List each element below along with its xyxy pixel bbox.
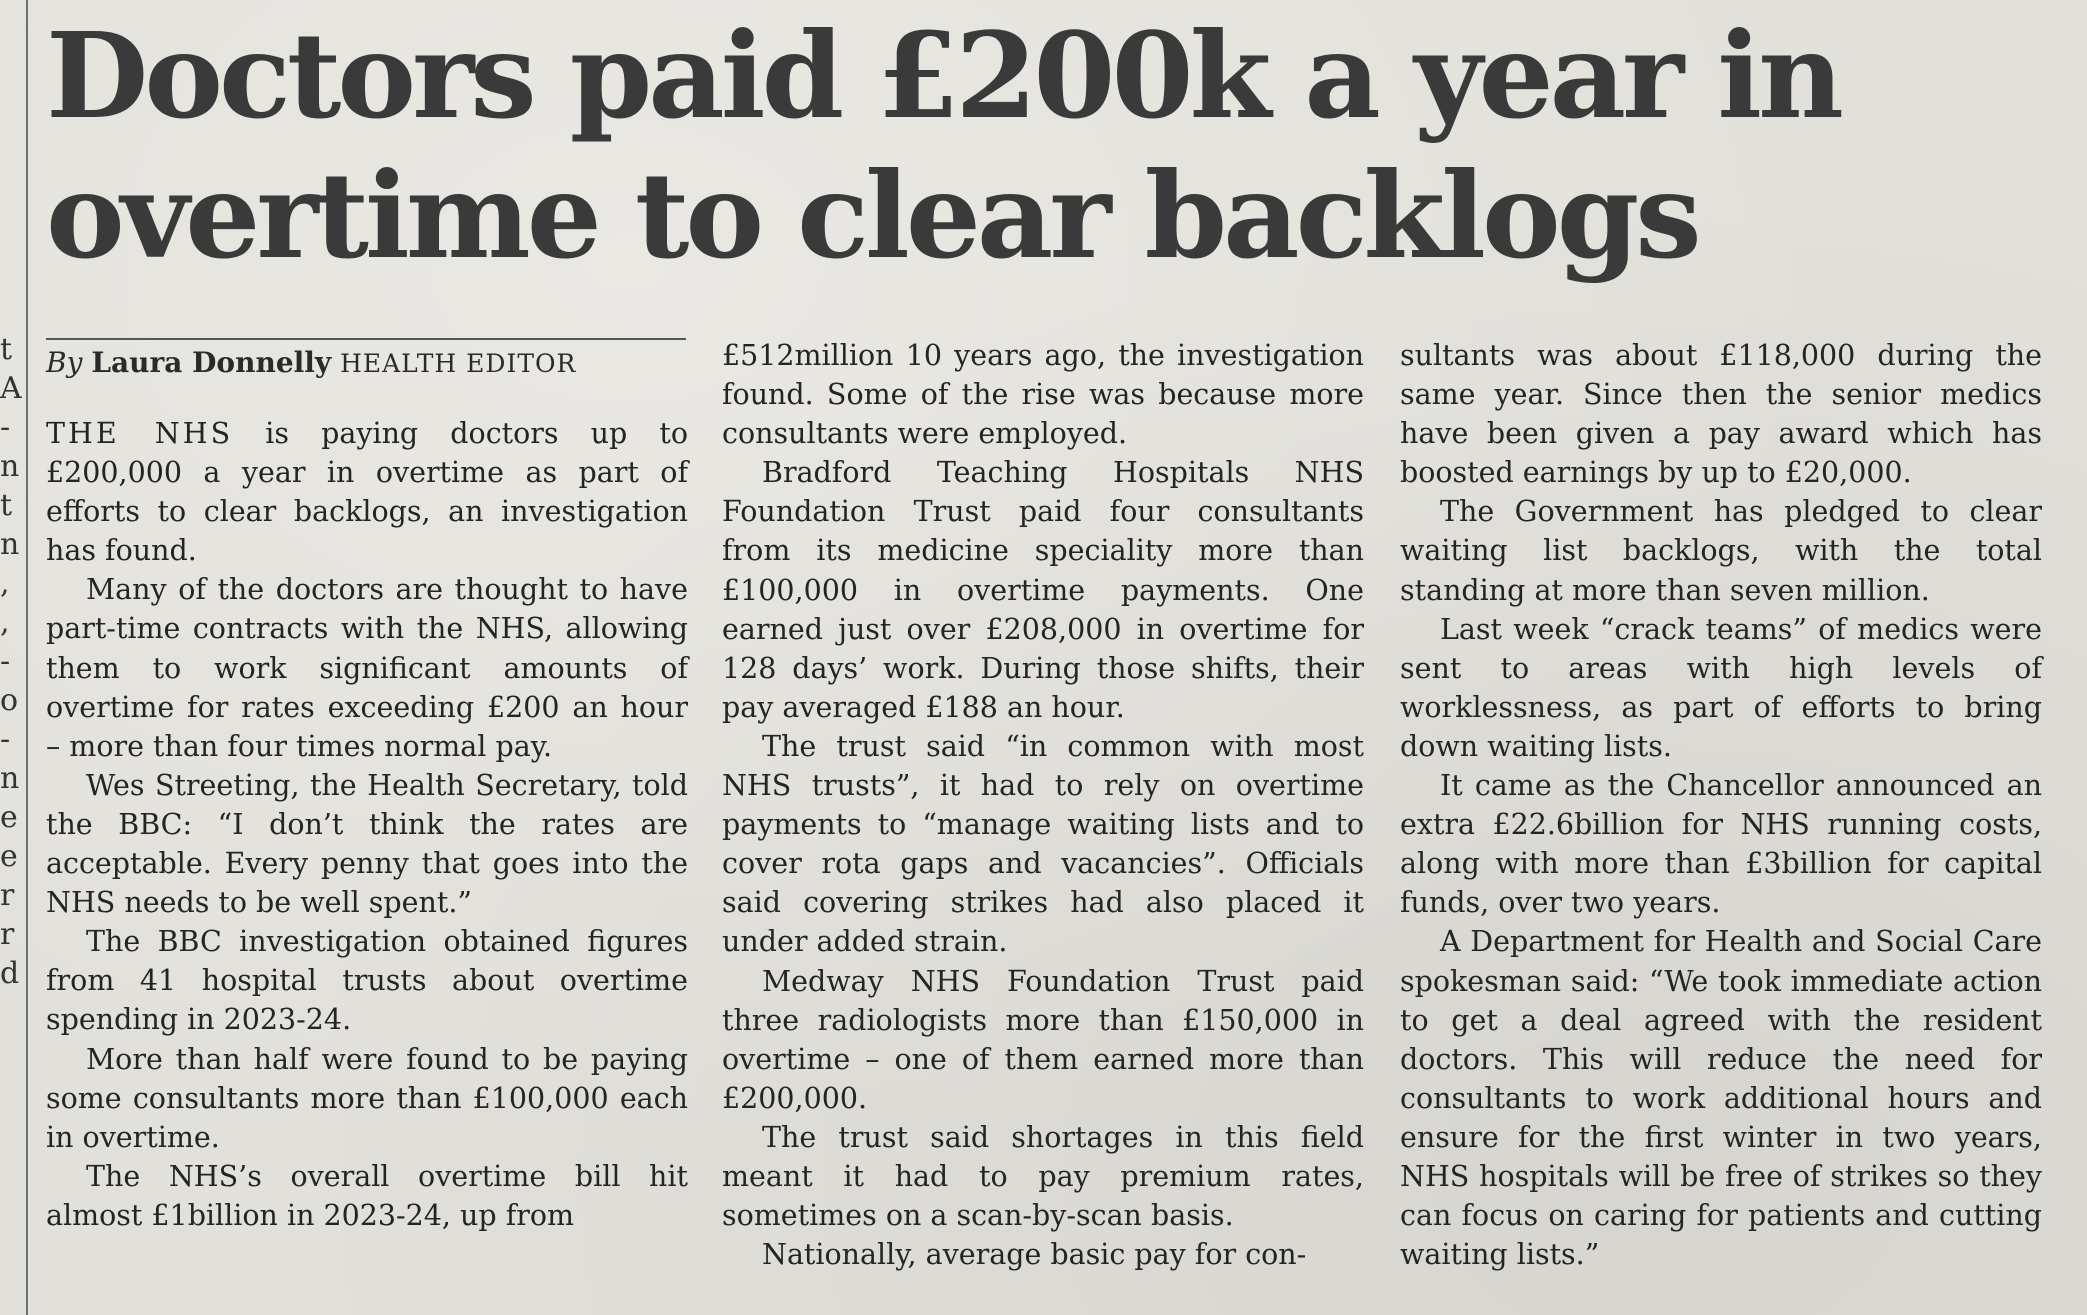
margin-fragment: n xyxy=(0,527,20,562)
article-paragraph: Wes Streeting, the Health Secretary, told the BBC: “I don’t think the rates are acceptable. Every penny that goes into the NHS needs to be well spent.” xyxy=(46,768,688,920)
margin-fragment: - xyxy=(0,410,11,445)
article-paragraph: Medway NHS Foundation Trust paid three radiologists more than £150,000 in overtime – one of them earned more than £200,000. xyxy=(722,964,1364,1115)
article-paragraph: £512million 10 years ago, the investigation found. Some of the rise was because more consultants were employed. xyxy=(722,339,1364,451)
byline-author: Laura Donnelly xyxy=(91,346,332,379)
lead-caps: THE NHS xyxy=(46,417,234,450)
article-paragraph: The trust said “in common with most NHS trusts”, it had to rely on overtime payments to “manage waiting lists and to cover rota gaps and vacancies”. Officials said covering strikes had also placed it under added strain. xyxy=(722,729,1364,959)
margin-fragment: n xyxy=(0,449,20,484)
margin-fragment: , xyxy=(0,605,10,640)
article-paragraph: Nationally, average basic pay for con- xyxy=(762,1238,1307,1272)
column-divider xyxy=(26,0,28,1315)
byline-by: By xyxy=(46,346,83,379)
margin-fragment: d xyxy=(0,956,20,991)
margin-fragment: e xyxy=(0,800,18,835)
article-paragraph: More than half were found to be paying some consultants more than £100,000 each in overtime. xyxy=(46,1042,688,1154)
byline-role: HEALTH EDITOR xyxy=(340,349,577,378)
article-paragraph: It came as the Chancellor announced an extra £22.6billion for NHS running costs, along with more than £3billion for capital funds, over two years. xyxy=(1400,769,2042,920)
article-column-3 xyxy=(1400,336,2042,1274)
article-paragraph xyxy=(46,414,688,570)
margin-fragment: t xyxy=(0,488,13,523)
margin-fragment: n xyxy=(0,761,20,796)
article-paragraph: The NHS’s overall overtime bill hit almost £1billion in 2023-24, up from xyxy=(46,1159,688,1232)
article-column-1 xyxy=(46,414,688,1235)
lead-text: is paying doctors up to £200,000 a year in overtime as part of efforts to clear backlogs, an investigation has found. xyxy=(46,417,688,568)
margin-fragment: e xyxy=(0,839,18,874)
margin-fragment: - xyxy=(0,722,11,757)
article-paragraph: The trust said shortages in this field meant it had to pay premium rates, sometimes on a scan-by-scan basis. xyxy=(722,1120,1364,1233)
margin-fragment: r xyxy=(0,878,15,913)
article-paragraph: The BBC investigation obtained figures from 41 hospital trusts about overtime spending in 2023-24. xyxy=(46,925,688,1037)
article-paragraph: A Department for Health and Social Care spokesman said: “We took immediate action to get a deal agreed with the resident doctors. This will reduce the need for consultants to work additional hours and ensure for the first winter in two years, NHS hospitals will be free of strikes so they can focus on caring for patients and cutting waiting lists.” xyxy=(1400,925,2042,1272)
margin-fragment: , xyxy=(0,566,10,601)
adjacent-column-fragments xyxy=(0,330,22,993)
margin-fragment: A xyxy=(0,371,22,406)
byline-divider xyxy=(46,338,686,340)
margin-fragment: r xyxy=(0,917,15,952)
article-paragraph: Many of the doctors are thought to have part-time contracts with the NHS, allowing them to work significant amounts of overtime for rates exceeding £200 an hour – more than four times normal pay. xyxy=(46,573,688,763)
headline: Doctors paid £200k a year in overtime to clear backlogs xyxy=(46,6,1840,285)
article-paragraph: Bradford Teaching Hospitals NHS Foundation Trust paid four consultants from its medicine speciality more than £100,000 in overtime payments. One earned just over £208,000 in overtime for 128 days’ work. During those shifts, their pay averaged £188 an hour. xyxy=(722,456,1364,724)
byline xyxy=(46,344,706,383)
article-column-2 xyxy=(722,336,1364,1274)
article-paragraph: Last week “crack teams” of medics were sent to areas with high levels of worklessness, as part of efforts to bring down waiting lists. xyxy=(1400,612,2042,763)
article-paragraph: sultants was about £118,000 during the same year. Since then the senior medics have been given a pay award which has boosted earnings by up to £20,000. xyxy=(1400,339,2042,490)
article-paragraph: The Government has pledged to clear waiting list backlogs, with the total standing at more than seven million. xyxy=(1400,495,2042,607)
margin-fragment: t xyxy=(0,332,13,367)
margin-fragment: o xyxy=(0,683,19,718)
margin-fragment: - xyxy=(0,644,11,679)
